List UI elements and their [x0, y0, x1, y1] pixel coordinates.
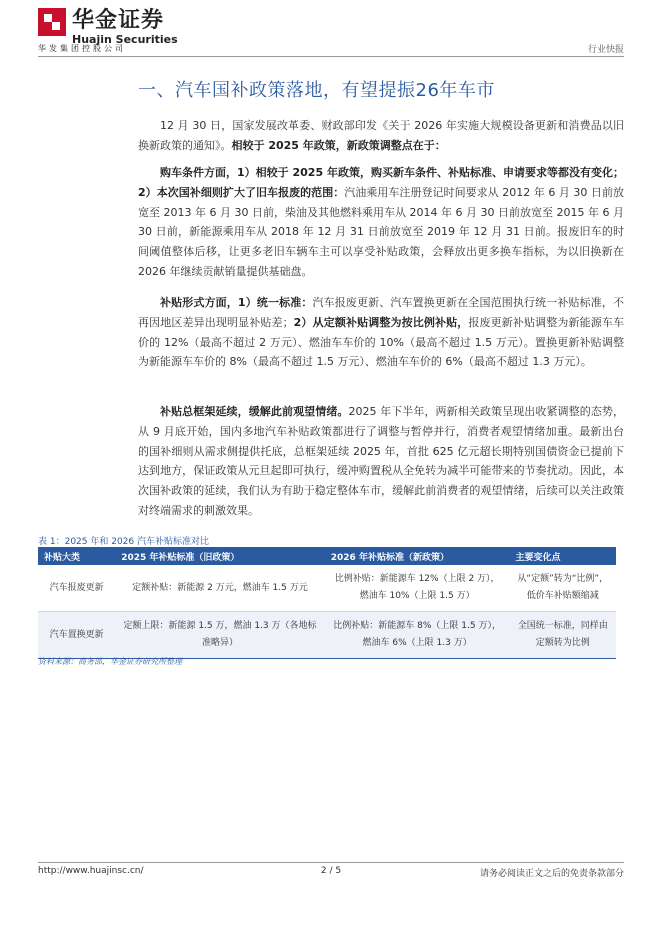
table-cell: 全国统一标准，同样由定额转为比例: [510, 612, 616, 659]
table-cell: 汽车置换更新: [38, 612, 115, 659]
paragraph-1: [138, 116, 624, 156]
company-logo: [38, 8, 178, 46]
table-source-note: 资料来源：商务部，华金证券研究所整理: [38, 657, 182, 666]
brand-name-cn: 华金证券: [72, 8, 165, 33]
table-cell: 汽车报废更新: [38, 565, 115, 612]
paragraph-2-bold: 购车条件方面，1）相较于 2025 年政策，购买新车条件、补贴标准、申请要求等都没有变化；2）本次国补细则扩大了旧车报废的范围：: [138, 166, 624, 199]
footer-disclaimer: 请务必阅读正文之后的免责条款部分: [479, 869, 624, 879]
paragraph-4-text: 2025 年下半年，两新相关政策呈现出收紧调整的态势，从 9 月底开始，国内多地汽车补贴政策都进行了调整与暂停并行，消费者观望情绪加重。最新出台的国补细则从需求侧提供托底，总框架延续 2025 年，首批 625 亿元超长期特别国债资金已提前下达到地方，保证政策从元旦起即可执行，缓冲购置税从全免转为减半可能带来的节奏扰动。因此，本次国补政策的延续，我们认为有助于稳定整体车市，缓解此前消费者的观望情绪，后续可以关注政策对终端需求的刺激效果。: [138, 405, 624, 517]
paragraph-3-text-1: 汽车报废更新、汽车置换更新在全国范围执行统一补贴标准，不再因地区差异出现明显补贴差；: [138, 296, 625, 329]
paragraph-1-bold: 相较于 2025 年政策，新政策调整点在于：: [231, 138, 446, 152]
table-cell: 比例补贴：新能源车 8%（上限 1.5 万），燃油车 6%（上限 1.3 万）: [325, 612, 510, 659]
table-header-2026: 2026 年补贴标准（新政策）: [325, 547, 510, 565]
header-divider: [38, 56, 624, 57]
table-cell: 比例补贴：新能源车 12%（上限 2 万），燃油车 10%（上限 1.5 万）: [325, 565, 510, 612]
table-row: [38, 612, 616, 659]
table-header-changes: 主要变化点: [510, 547, 616, 565]
section-title: 一、汽车国补政策落地，有望提振26年车市: [138, 80, 495, 101]
paragraph-3-bold-1: 补贴形式方面，1）统一标准：: [160, 296, 313, 309]
table-cell: 从“定额”转为“比例”，低价车补贴额缩减: [510, 565, 616, 612]
footer-divider: [38, 862, 624, 863]
table-cell: 定额上限：新能源 1.5 万，燃油 1.3 万（各地标准略异）: [115, 612, 325, 659]
huajin-logo-icon: [38, 8, 66, 36]
paragraph-3-bold-2: 2）从定额补贴调整为按比例补贴，: [293, 315, 469, 329]
brand-name-en: Huajin Securities: [72, 33, 178, 46]
footer-website-link[interactable]: http://www.huajinsc.cn/: [38, 866, 144, 876]
table-header-2025: 2025 年补贴标准（旧政策）: [115, 547, 325, 565]
page-header: [0, 0, 662, 62]
table-row: [38, 565, 616, 612]
paragraph-2: [138, 163, 624, 282]
brand-subtitle: 华发集团控股公司: [38, 44, 126, 53]
paragraph-4-bold: 补贴总框架延续，缓解此前观望情绪。: [160, 405, 349, 418]
table-header-row: [38, 547, 616, 565]
page-number: 2 / 5: [320, 866, 342, 876]
paragraph-2-text: 汽油乘用车注册登记时间要求从 2012 年 6 月 30 日前放宽至 2013 年 6 月 30 日前，柴油及其他燃料乘用车从 2014 年 6 月 30 日前放宽至 2015 年 6 月 30 日前，新能源乘用车从 2018 年 12 月 31 日前放宽至 2019 年 12 月 31 日前。报废旧车的时间阈值整体后移，让更多老旧车辆车主可以享受补贴政策，会释放出更多换车指标，为以旧换新在 2026 年继续贡献销量提供基础盘。: [138, 185, 625, 278]
paragraph-1-text: 12 月 30 日，国家发展改革委、财政部印发《关于 2026 年实施大规模设备更新和消费品以旧换新政策的通知》。: [138, 119, 624, 152]
table-header-category: 补贴大类: [38, 547, 115, 565]
table-caption: 表 1：2025 年和 2026 汽车补贴标准对比: [38, 537, 209, 547]
table-cell: 定额补贴：新能源 2 万元，燃油车 1.5 万元: [115, 565, 325, 612]
paragraph-4: [138, 402, 624, 521]
paragraph-3-text-2: 报废更新补贴调整为新能源车车价的 12%（最高不超过 2 万元）、燃油车车价的 10%（最高不超过 1.5 万元）。置换更新补贴调整为新能源车车价的 8%（最高不超过 1.5 万元）、燃油车车价的 6%（最高不超过 1.3 万元）。: [138, 315, 625, 369]
report-type-label: 行业快报: [587, 45, 624, 55]
subsidy-comparison-table: [38, 547, 616, 659]
paragraph-3: [138, 293, 624, 372]
